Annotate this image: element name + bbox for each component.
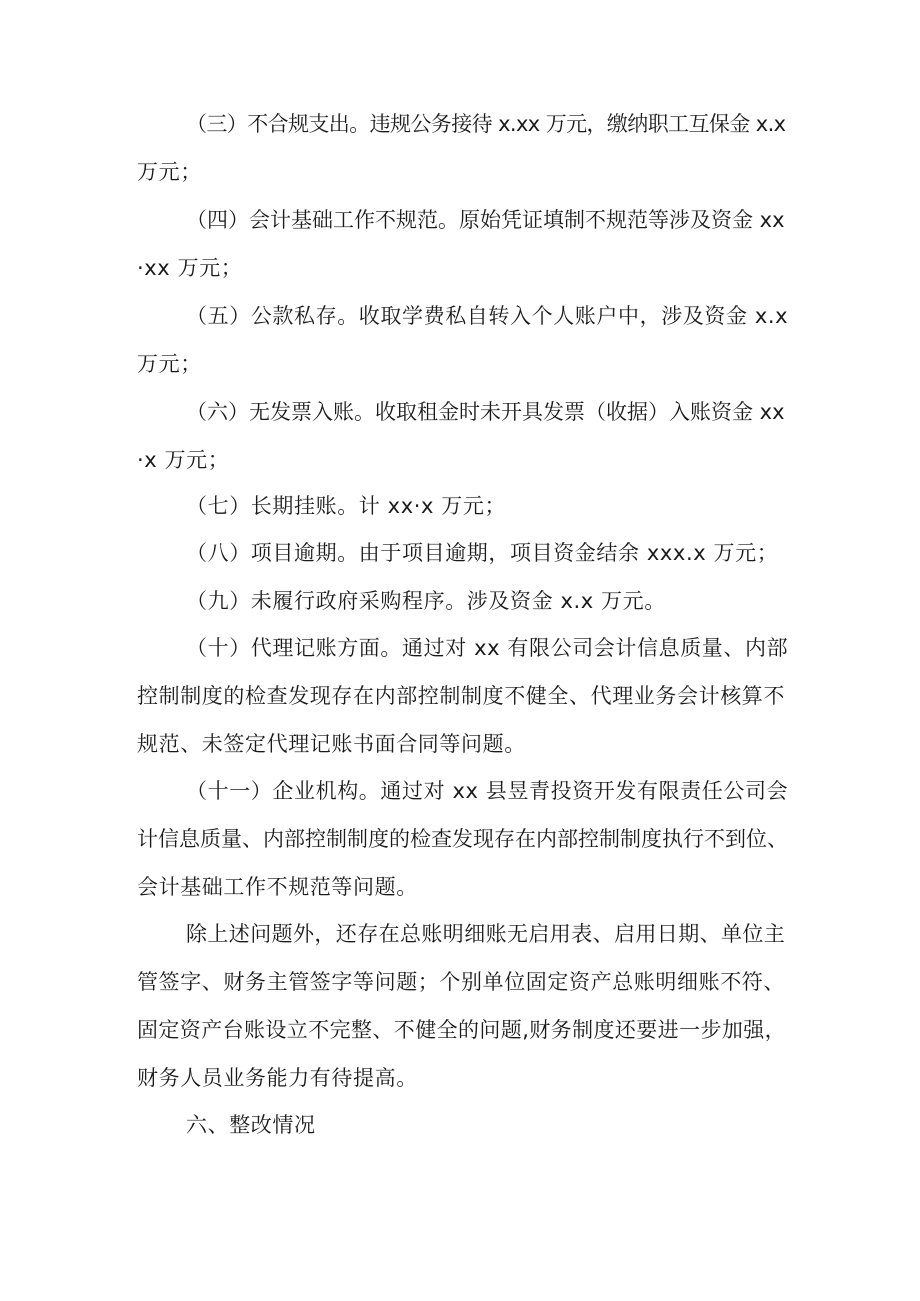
paragraph-line: 计信息质量、内部控制制度的检查发现存在内部控制制度执行不到位、 <box>137 827 788 851</box>
paragraph-line: ·xx 万元； <box>137 256 243 280</box>
paragraph-line: （九）未履行政府采购程序。涉及资金 x.x 万元。 <box>186 589 666 613</box>
paragraph-line: 规范、未签定代理记账书面合同等问题。 <box>137 732 526 756</box>
paragraph-line: 管签字、财务主管签字等问题；个别单位固定资产总账明细账不符、 <box>137 970 785 994</box>
paragraph-line: 控制制度的检查发现存在内部控制制度不健全、代理业务会计核算不 <box>137 684 785 708</box>
paragraph-line: （五）公款私存。收取学费私自转入个人账户中，涉及资金 x.x <box>186 304 789 328</box>
paragraph-line: ·x 万元； <box>137 448 230 472</box>
paragraph-line: （七）长期挂账。计 xx·x 万元； <box>186 494 507 518</box>
paragraph-line: 财务人员业务能力有待提高。 <box>137 1066 418 1090</box>
paragraph-line: 固定资产台账设立不完整、不健全的问题,财务制度还要进一步加强， <box>137 1018 787 1042</box>
paragraph-line: 除上述问题外，还存在总账明细账无启用表、启用日期、单位主 <box>186 922 786 946</box>
paragraph-line: （四）会计基础工作不规范。原始凭证填制不规范等涉及资金 xx <box>186 208 785 232</box>
paragraph-line: 万元； <box>137 352 202 376</box>
paragraph-line: 会计基础工作不规范等问题。 <box>137 875 418 899</box>
paragraph-line: （六）无发票入账。收取租金时未开具发票（收据）入账资金 xx <box>186 400 785 424</box>
paragraph-line: （八）项目逾期。由于项目逾期，项目资金结余 xxx.x 万元； <box>186 541 779 565</box>
section-heading: 六、整改情况 <box>186 1113 316 1137</box>
paragraph-line: （十）代理记账方面。通过对 xx 有限公司会计信息质量、内部 <box>186 636 789 660</box>
paragraph-line: （十一）企业机构。通过对 xx 县昱青投资开发有限责任公司会 <box>186 779 789 803</box>
paragraph-line: （三）不合规支出。违规公务接待 x.xx 万元，缴纳职工互保金 x.x <box>186 112 786 136</box>
paragraph-line: 万元； <box>137 160 202 184</box>
